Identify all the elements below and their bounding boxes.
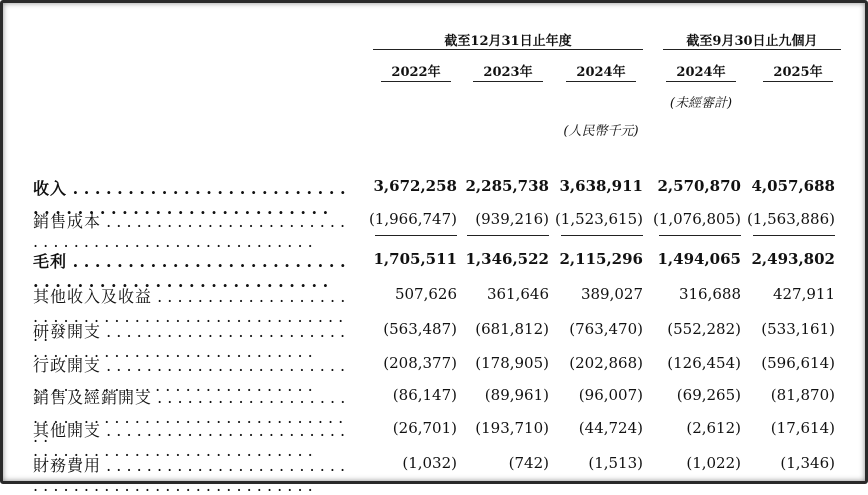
table-cell: 1,346,522 <box>465 250 549 268</box>
table-cell: 361,646 <box>486 285 549 303</box>
table-cell: (126,454) <box>667 354 741 372</box>
table-cell: (2,612) <box>686 419 741 437</box>
row-label: 銷售成本 . . . <box>33 209 353 251</box>
row-label: 其他收入及收益 . . . <box>33 284 353 345</box>
table-cell: 1,494,065 <box>657 250 741 268</box>
year-underline <box>666 81 736 82</box>
table-cell: (96,007) <box>578 386 643 404</box>
group-header-calendar-year: 截至12月31日止年度 <box>444 34 572 49</box>
year-underline <box>763 81 833 82</box>
table-cell: (681,812) <box>475 320 549 338</box>
table-cell: 2,570,870 <box>657 177 741 195</box>
table-cell: (1,346) <box>780 454 835 472</box>
table-cell: 507,626 <box>394 285 457 303</box>
year-header-2022: 2022年 <box>391 65 441 80</box>
group-underline <box>663 49 841 50</box>
table-cell: (193,710) <box>475 419 549 437</box>
table-cell: (1,563,886) <box>746 210 835 228</box>
table-cell: 2,493,802 <box>751 250 835 268</box>
year-underline <box>381 81 451 82</box>
subtotal-rule <box>659 235 741 236</box>
table-cell: 4,057,688 <box>751 177 835 195</box>
table-cell: (89,961) <box>484 386 549 404</box>
table-cell: (1,513) <box>588 454 643 472</box>
table-cell: (763,470) <box>569 320 643 338</box>
table-cell: (17,614) <box>770 419 835 437</box>
table-cell: 427,911 <box>772 285 835 303</box>
table-cell: (1,022) <box>686 454 741 472</box>
table-cell: 3,638,911 <box>559 177 643 195</box>
year-underline <box>566 81 636 82</box>
table-cell: (939,216) <box>475 210 549 228</box>
table-cell: 316,688 <box>678 285 741 303</box>
year-underline <box>473 81 543 82</box>
row-label: 銷售及經銷開支 . . . <box>33 385 353 446</box>
year-header-2024: 2024年 <box>576 65 626 80</box>
table-cell: 389,027 <box>580 285 643 303</box>
table-cell: (1,523,615) <box>554 210 643 228</box>
row-label: 毛利 . . . <box>33 249 353 291</box>
subtotal-rule <box>561 235 643 236</box>
table-cell: (563,487) <box>383 320 457 338</box>
table-cell: (533,161) <box>761 320 835 338</box>
subtotal-rule <box>375 235 457 236</box>
table-cell: (596,614) <box>761 354 835 372</box>
table-cell: (1,076,805) <box>652 210 741 228</box>
table-cell: (69,265) <box>676 386 741 404</box>
row-label: 研發開支 . . . <box>33 319 353 361</box>
table-cell: (742) <box>508 454 549 472</box>
year-header-2024-9m: 2024年 <box>676 65 726 80</box>
group-underline <box>373 49 643 50</box>
row-label: 收入 . . . <box>33 176 353 218</box>
table-cell: 2,285,738 <box>465 177 549 195</box>
table-cell: (1,966,747) <box>368 210 457 228</box>
table-cell: 2,115,296 <box>559 250 643 268</box>
row-label: 其他開支 . . . <box>33 418 353 460</box>
table-cell: 3,672,258 <box>373 177 457 195</box>
row-label: 財務費用 . . . <box>33 453 353 495</box>
subtotal-rule <box>467 235 549 236</box>
year-header-2023: 2023年 <box>483 65 533 80</box>
table-cell: (86,147) <box>392 386 457 404</box>
table-cell: (552,282) <box>667 320 741 338</box>
unit-note: (人民幣千元) <box>563 124 639 139</box>
year-header-2025-9m: 2025年 <box>773 65 823 80</box>
table-cell: (1,032) <box>402 454 457 472</box>
unaudited-note: (未經審計) <box>669 96 733 111</box>
group-header-nine-months: 截至9月30日止九個月 <box>686 34 818 49</box>
table-cell: (208,377) <box>383 354 457 372</box>
table-cell: (26,701) <box>392 419 457 437</box>
row-label: 行政開支 . . . <box>33 353 353 395</box>
table-cell: (44,724) <box>578 419 643 437</box>
table-cell: 1,705,511 <box>373 250 457 268</box>
table-cell: (178,905) <box>475 354 549 372</box>
subtotal-rule <box>753 235 835 236</box>
table-cell: (202,868) <box>569 354 643 372</box>
table-cell: (81,870) <box>770 386 835 404</box>
